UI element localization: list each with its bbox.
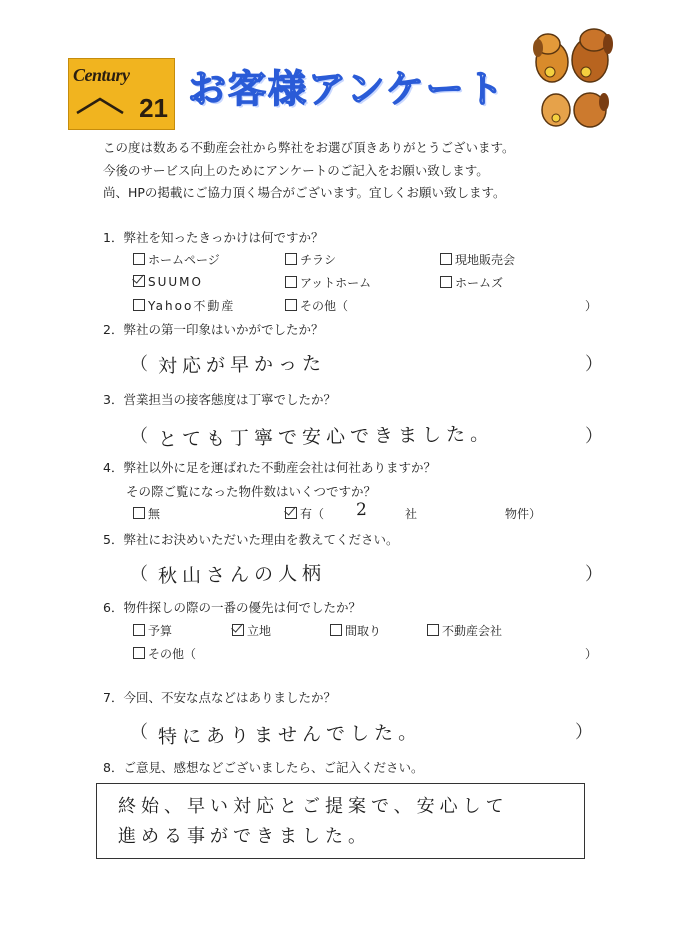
q1-option-other[interactable]: その他（ <box>285 297 348 314</box>
checkbox[interactable] <box>133 253 145 265</box>
question-8: 8．ご意見、感想などございましたら、ご記入ください。 <box>103 760 424 775</box>
house-roof-icon <box>75 95 125 115</box>
q2-close-paren: ） <box>585 354 603 375</box>
question-6: 6．物件探しの際の一番の優先は何でしたか？ <box>103 600 361 615</box>
q5-answer[interactable]: 秋山さんの人柄 <box>157 562 327 588</box>
q4-company-count[interactable]: 2 <box>355 499 373 521</box>
question-3: 3．営業担当の接客態度は丁寧でしたか？ <box>103 392 336 407</box>
q3-answer[interactable]: とても丁寧で安心できました。 <box>157 423 495 451</box>
q1-option-homes[interactable]: ホームズ <box>440 274 503 291</box>
q4-option-yes[interactable]: 有（ <box>285 505 324 522</box>
q1-option-suumo[interactable]: SUUMO <box>133 274 203 289</box>
dog-mascots-illustration <box>520 22 620 132</box>
checkbox[interactable] <box>133 507 145 519</box>
question-1: 1．弊社を知ったきっかけは何ですか？ <box>103 230 324 245</box>
q7-answer[interactable]: 特にありませんでした。 <box>157 721 423 749</box>
q1-option-athome[interactable]: アットホーム <box>285 274 371 291</box>
q6-option-budget[interactable]: 予算 <box>133 622 172 639</box>
q1-option-yahoo[interactable]: Yahoo不動産 <box>133 297 235 314</box>
question-4-sub: その際ご覧になった物件数はいくつですか？ <box>126 484 377 499</box>
question-2: 2．弊社の第一印象はいかがでしたか？ <box>103 322 324 337</box>
q2-answer[interactable]: 対応が早かった <box>157 352 327 378</box>
q7-close-paren: ） <box>575 722 593 743</box>
checkbox[interactable] <box>440 253 452 265</box>
q6-option-agency[interactable]: 不動産会社 <box>427 622 502 639</box>
q8-comment-line-1: 終始、早い対応とご提案で、安心して <box>118 796 509 817</box>
q7-open-paren: （ <box>130 722 148 743</box>
q3-open-paren: （ <box>130 426 148 447</box>
question-4: 4．弊社以外に足を運ばれた不動産会社は何社ありますか？ <box>103 460 436 475</box>
page-title: お客様アンケート <box>188 67 506 111</box>
intro-line-2: 今後のサービス向上のためにアンケートのご記入をお願い致します。 <box>103 163 489 178</box>
q1-option-flyer[interactable]: チラシ <box>285 251 336 268</box>
q2-open-paren: （ <box>130 354 148 375</box>
q6-option-other[interactable]: その他（ <box>133 645 196 662</box>
q5-open-paren: （ <box>130 564 148 585</box>
checkbox-checked[interactable] <box>285 507 297 519</box>
checkbox[interactable] <box>285 299 297 311</box>
q6-option-layout[interactable]: 間取り <box>330 622 381 639</box>
q4-unit-property: 物件） <box>505 507 542 521</box>
question-7: 7．今回、不安な点などはありましたか？ <box>103 690 336 705</box>
checkbox-checked[interactable] <box>133 275 145 287</box>
century21-logo <box>68 58 175 130</box>
checkbox[interactable] <box>133 299 145 311</box>
checkbox[interactable] <box>285 253 297 265</box>
q1-other-close-paren: ） <box>585 299 598 313</box>
q4-option-none[interactable]: 無 <box>133 505 160 522</box>
q8-comment-line-2: 進める事ができました。 <box>118 826 371 847</box>
q1-option-homepage[interactable]: ホームページ <box>133 251 220 268</box>
q3-close-paren: ） <box>585 426 603 447</box>
checkbox[interactable] <box>285 276 297 288</box>
checkbox[interactable] <box>330 624 342 636</box>
q4-unit-company: 社 <box>405 507 418 521</box>
q6-other-close-paren: ） <box>585 647 598 661</box>
intro-line-3: 尚、HPの掲載にご協力頂く場合がございます。宜しくお願い致します。 <box>103 185 506 200</box>
question-5: 5．弊社にお決めいただいた理由を教えてください。 <box>103 532 399 547</box>
q1-option-open-house[interactable]: 現地販売会 <box>440 251 515 268</box>
checkbox[interactable] <box>133 624 145 636</box>
q5-close-paren: ） <box>585 564 603 585</box>
intro-line-1: この度は数ある不動産会社から弊社をお選び頂きありがとうございます。 <box>103 140 515 155</box>
checkbox[interactable] <box>427 624 439 636</box>
checkbox[interactable] <box>133 647 145 659</box>
logo-text-century: Century <box>73 65 130 85</box>
checkbox-checked[interactable] <box>232 624 244 636</box>
logo-text-21: 21 <box>139 93 168 123</box>
q6-option-location[interactable]: 立地 <box>232 622 271 639</box>
checkbox[interactable] <box>440 276 452 288</box>
